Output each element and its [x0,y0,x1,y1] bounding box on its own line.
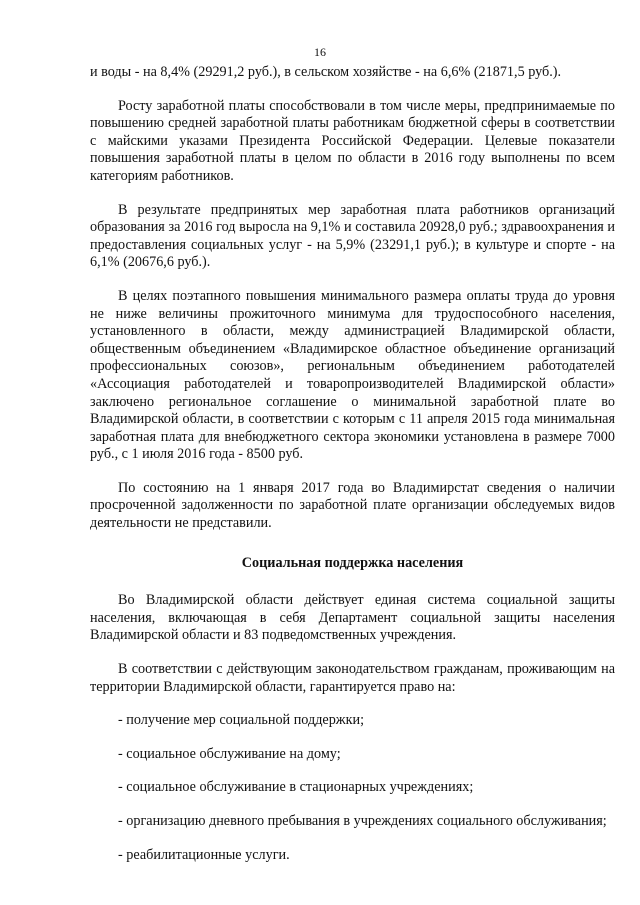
list-item: - реабилитационные услуги. [118,846,290,863]
paragraph-social-system: Во Владимирской области действует единая система социальной защиты населения, включающая в себя Департамент социальной защиты населения Владимирской области и 83 подведомственных учреждения. [90,592,615,644]
paragraph-minimum-wage: В целях поэтапного повышения минимального размера оплаты труда до уровня не ниже величины прожиточного минимума для трудоспособного населения, установленного в области, между администрацией Владимирской области, общественным объединением «Владимирское областное объединение организаций профессиональных союзов», региональным объединением работодателей «Ассоциация работодателей и товаропроизводителей Владимирской области» заключено региональное соглашение о минимальной заработной плате во Владимирской области, в соответствии с которым с 11 апреля 2015 года минимальная заработная плата для внебюджетного сектора экономики установлена в размере 7000 руб., с 1 июля 2016 года - 8500 руб. [90,287,615,463]
paragraph-wage-growth: Росту заработной платы способствовали в том числе меры, предпринимаемые по повышению средней заработной платы работникам бюджетной сферы в соответствии с майскими указами Президента Российской Федерации. Целевые показатели повышения заработной платы в целом по области в 2016 году выполнены по всем категориям работников. [90,97,615,184]
paragraph-rights-intro: В соответствии с действующим законодательством гражданам, проживающим на территории Владимирской области, гарантируется право на: [90,661,615,695]
section-title: Социальная поддержка населения [241,554,464,571]
document-body [90,64,615,880]
paragraph-sector-wages: В результате предпринятых мер заработная плата работников организаций образования за 2016 год выросла на 9,1% и составила 20928,0 руб.; здравоохранения и предоставления социальных услуг - на 5,9% (23291,1 руб.); в культуре и спорте - на 6,1% (20676,6 руб.). [90,201,615,271]
paragraph-continuation: и воды - на 8,4% (29291,2 руб.), в сельском хозяйстве - на 6,6% (21871,5 руб.). [90,64,562,80]
list-item: - организацию дневного пребывания в учреждениях социального обслуживания; [118,813,607,829]
page-number: 16 [314,45,326,59]
list-item: - социальное обслуживание в стационарных учреждениях; [118,779,474,796]
paragraph-wage-arrears: По состоянию на 1 января 2017 года во Владимирстат сведения о наличии просроченной задолженности по заработной плате организации обследуемых видов деятельности не представили. [90,479,615,532]
list-item: - социальное обслуживание на дому; [118,745,341,762]
list-item: - получение мер социальной поддержки; [118,712,365,729]
